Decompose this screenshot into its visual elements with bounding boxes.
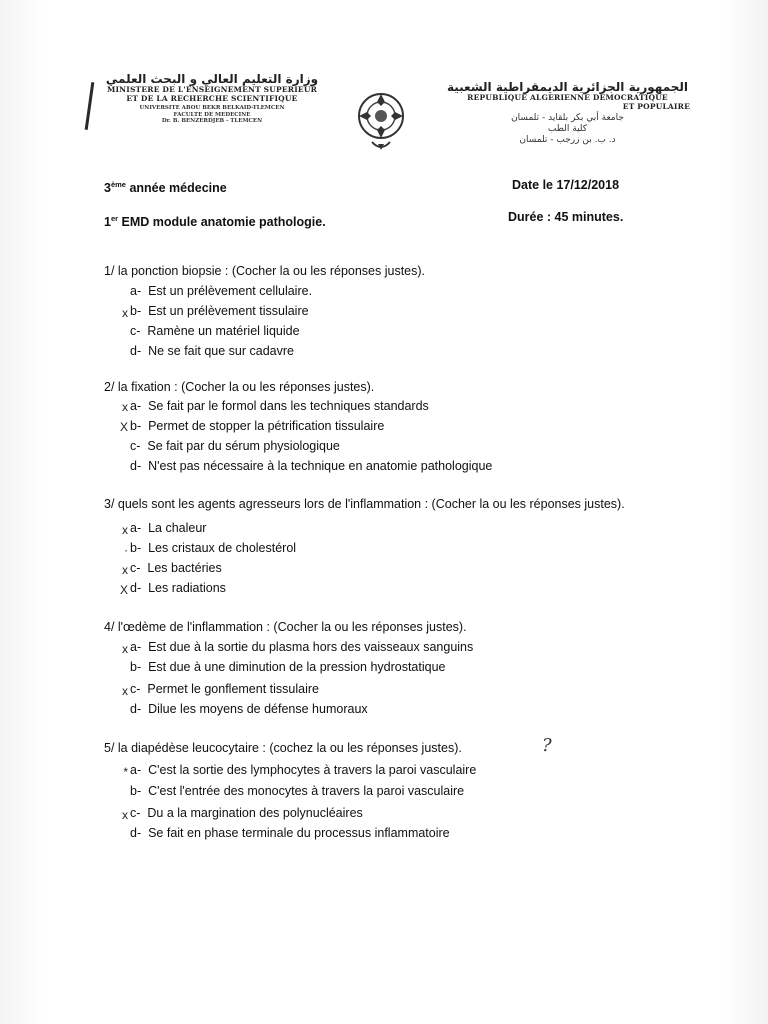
study-year-number: 3 bbox=[104, 181, 111, 196]
exam-date: Date le 17/12/2018 bbox=[512, 178, 620, 192]
study-year-text: année médecine bbox=[125, 181, 227, 196]
option-text: Dilue les moyens de défense humoraux bbox=[148, 702, 368, 716]
question-4-option-c bbox=[130, 682, 319, 696]
faculty-person: Dr. B. BENZERDJEB - TLEMCEN bbox=[161, 118, 263, 124]
republic-line-2: ET POPULAIRE bbox=[622, 101, 690, 111]
question-4-option-b bbox=[130, 660, 446, 674]
option-text: Du a la margination des polynucléaires bbox=[147, 806, 363, 820]
ministry-line-2: ET DE LA RECHERCHE SCIENTIFIQUE bbox=[126, 93, 298, 103]
answer-mark: x bbox=[122, 563, 128, 577]
option-letter: d- bbox=[130, 702, 142, 716]
option-text: C'est la sortie des lymphocytes à travers la paroi vasculaire bbox=[148, 763, 477, 777]
option-text: Permet de stopper la pétrification tissulaire bbox=[148, 419, 385, 433]
option-letter: c- bbox=[130, 682, 141, 696]
option-text: Est un prélèvement cellulaire. bbox=[148, 284, 313, 298]
question-2-option-b bbox=[130, 419, 384, 433]
republic-header bbox=[445, 80, 690, 146]
answer-mark: X bbox=[119, 420, 128, 434]
option-letter: c- bbox=[130, 806, 141, 820]
option-letter: a- bbox=[130, 763, 142, 777]
faculty-arabic: كلية الطب bbox=[547, 124, 588, 134]
study-year-suffix: ème bbox=[110, 180, 126, 189]
answer-mark: * bbox=[123, 765, 128, 779]
option-letter: b- bbox=[130, 541, 142, 555]
option-letter: d- bbox=[130, 459, 142, 473]
option-text: Est due à la sortie du plasma hors des vaisseaux sanguins bbox=[148, 640, 474, 654]
option-text: C'est l'entrée des monocytes à travers la paroi vasculaire bbox=[148, 784, 465, 798]
option-letter: a- bbox=[130, 521, 142, 535]
answer-mark: x bbox=[122, 523, 128, 537]
emd-number: 1 bbox=[104, 215, 111, 230]
republic-line-1: REPUBLIQUE ALGERIENNE DEMOCRATIQUE bbox=[467, 93, 668, 102]
option-text: Se fait en phase terminale du processus inflammatoire bbox=[148, 826, 450, 840]
exam-duration: Durée : 45 minutes. bbox=[508, 210, 624, 224]
answer-mark: x bbox=[122, 642, 128, 656]
question-1-option-a bbox=[130, 284, 312, 298]
question-5-title: 5/ la diapédèse leucocytaire : (cochez la ou les réponses justes). bbox=[104, 741, 462, 755]
question-2-title: 2/ la fixation : (Cocher la ou les réponses justes). bbox=[104, 380, 375, 394]
university-arabic: جامعة أبي بكر بلقايد - تلمسان bbox=[511, 113, 624, 123]
question-2-option-c bbox=[130, 439, 340, 453]
option-letter: b- bbox=[130, 304, 142, 318]
answer-mark: x bbox=[122, 684, 128, 698]
ministry-header bbox=[82, 72, 342, 125]
option-letter: d- bbox=[130, 344, 142, 358]
question-1-option-b bbox=[130, 304, 309, 318]
option-letter: a- bbox=[130, 284, 142, 298]
option-text: Est un prélèvement tissulaire bbox=[148, 304, 309, 318]
study-year bbox=[104, 180, 227, 195]
option-letter: d- bbox=[130, 826, 142, 840]
option-letter: c- bbox=[130, 439, 141, 453]
option-letter: d- bbox=[130, 581, 142, 595]
option-letter: a- bbox=[130, 399, 142, 413]
question-1-title: 1/ la ponction biopsie : (Cocher la ou les réponses justes). bbox=[104, 264, 426, 278]
option-text: Se fait par du sérum physiologique bbox=[147, 439, 340, 453]
question-2-option-d bbox=[130, 459, 492, 473]
faculty-name: FACULTE DE MEDECINE bbox=[173, 111, 251, 118]
exam-module bbox=[104, 214, 326, 229]
question-5-option-a bbox=[130, 763, 476, 777]
option-letter: a- bbox=[130, 640, 142, 654]
question-5-option-d bbox=[130, 826, 450, 840]
option-letter: c- bbox=[130, 561, 141, 575]
emd-text: EMD module anatomie pathologie. bbox=[118, 215, 326, 230]
option-letter: b- bbox=[130, 660, 142, 674]
option-letter: c- bbox=[130, 324, 141, 338]
option-text: Est due à une diminution de la pression hydrostatique bbox=[148, 660, 446, 674]
emd-suffix: er bbox=[110, 214, 119, 223]
option-text: Se fait par le formol dans les techniques standards bbox=[148, 399, 429, 413]
question-3-option-c bbox=[130, 561, 222, 575]
option-text: N'est pas nécessaire à la technique en anatomie pathologique bbox=[148, 459, 493, 473]
option-text: Les bactéries bbox=[147, 561, 222, 575]
option-letter: b- bbox=[130, 419, 142, 433]
option-text: Permet le gonflement tissulaire bbox=[147, 682, 319, 696]
option-text: La chaleur bbox=[148, 521, 207, 535]
question-3-option-b bbox=[130, 541, 296, 555]
handwritten-question-mark: ? bbox=[542, 735, 552, 756]
option-text: Ramène un matériel liquide bbox=[147, 324, 300, 338]
answer-mark: X bbox=[119, 583, 128, 597]
university-name: UNIVERSITE ABOU BEKR BELKAID-TLEMCEN bbox=[139, 105, 285, 111]
university-seal-icon bbox=[352, 86, 410, 152]
question-4-option-a bbox=[130, 640, 473, 654]
answer-mark: x bbox=[122, 306, 128, 320]
question-4-option-d bbox=[130, 702, 368, 716]
answer-mark: x bbox=[122, 808, 128, 822]
ministry-line-1: MINISTERE DE L'ENSEIGNEMENT SUPERIEUR bbox=[106, 85, 318, 94]
option-letter: b- bbox=[130, 784, 142, 798]
question-3-option-a bbox=[130, 521, 206, 535]
question-1-option-c bbox=[130, 324, 300, 338]
option-text: Les cristaux de cholestérol bbox=[148, 541, 297, 555]
question-4-title: 4/ l'œdème de l'inflammation : (Cocher la ou les réponses justes). bbox=[104, 620, 467, 634]
ministry-arabic: وزارة التعليم العالي و البحث العلمي bbox=[105, 72, 319, 86]
question-5-option-b bbox=[130, 784, 464, 798]
question-3-title: 3/ quels sont les agents agresseurs lors de l'inflammation : (Cocher la ou les réponses justes). bbox=[104, 497, 625, 511]
option-text: Les radiations bbox=[148, 581, 226, 595]
answer-mark: x bbox=[122, 400, 128, 414]
republic-arabic: الجمهورية الجزائرية الديمقراطية الشعبية bbox=[446, 80, 689, 94]
answer-mark: · bbox=[124, 543, 128, 557]
person-arabic: د. ب. بن زرجب - تلمسان bbox=[519, 135, 616, 145]
question-2-option-a bbox=[130, 399, 429, 413]
question-1-option-d bbox=[130, 344, 294, 358]
question-5-option-c bbox=[130, 806, 363, 820]
question-3-option-d bbox=[130, 581, 226, 595]
option-text: Ne se fait que sur cadavre bbox=[148, 344, 294, 358]
